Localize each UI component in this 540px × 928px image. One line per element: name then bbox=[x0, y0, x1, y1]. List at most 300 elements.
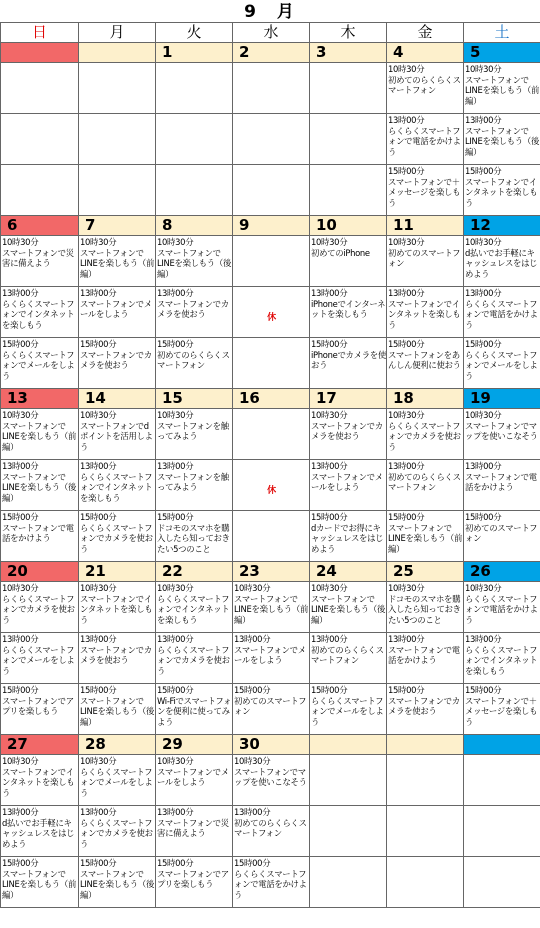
empty-session-cell bbox=[233, 236, 310, 287]
date-cell[interactable]: 5 bbox=[464, 43, 540, 63]
session-title: らくらくスマートフォンでメールをしよう bbox=[80, 766, 153, 798]
session-cell[interactable] bbox=[233, 633, 310, 684]
session-title: スマートフォンで＋メッセージを楽しもう bbox=[465, 695, 538, 727]
session-time: 15時00分 bbox=[2, 512, 39, 522]
empty-session-cell bbox=[156, 165, 233, 216]
session-title: スマートフォンでLINEを楽しもう（後編） bbox=[80, 695, 155, 727]
date-cell[interactable]: 15 bbox=[156, 389, 233, 409]
date-cell[interactable]: 4 bbox=[387, 43, 464, 63]
date-cell[interactable]: 21 bbox=[79, 562, 156, 582]
holiday-cell: 休 bbox=[233, 287, 310, 338]
date-cell[interactable]: 11 bbox=[387, 216, 464, 236]
weekday-thu: 木 bbox=[310, 23, 387, 43]
empty-session-cell bbox=[310, 806, 387, 857]
session-time: 10時30分 bbox=[2, 410, 39, 420]
session-time: 15時00分 bbox=[388, 512, 425, 522]
session-title: らくらくスマートフォンでインタネットを楽しもう bbox=[2, 298, 75, 330]
session-time: 15時00分 bbox=[465, 685, 502, 695]
session-cell[interactable] bbox=[310, 236, 387, 287]
session-time: 10時30分 bbox=[465, 583, 502, 593]
session-time: 13時00分 bbox=[465, 634, 502, 644]
session-cell[interactable] bbox=[387, 409, 464, 460]
weekday-header-row bbox=[1, 23, 540, 43]
session-time: 15時00分 bbox=[234, 858, 271, 868]
session-row bbox=[1, 857, 540, 908]
empty-session-cell bbox=[156, 114, 233, 165]
session-time: 13時00分 bbox=[465, 115, 502, 125]
session-title: スマートフォンでメールをしよう bbox=[80, 298, 152, 320]
session-cell[interactable] bbox=[1, 633, 79, 684]
session-cell[interactable] bbox=[464, 114, 540, 165]
session-cell[interactable] bbox=[464, 63, 540, 114]
date-cell[interactable]: 18 bbox=[387, 389, 464, 409]
session-title: スマートフォンでカメラを使おう bbox=[80, 349, 152, 371]
session-title: スマートフォンでカメラを使おう bbox=[311, 420, 383, 442]
session-cell[interactable] bbox=[464, 460, 540, 511]
session-time: 13時00分 bbox=[311, 461, 348, 471]
session-cell[interactable] bbox=[1, 460, 79, 511]
date-cell[interactable] bbox=[79, 43, 156, 63]
session-time: 10時30分 bbox=[311, 410, 348, 420]
session-cell[interactable] bbox=[79, 287, 156, 338]
date-cell[interactable]: 19 bbox=[464, 389, 540, 409]
session-title: dカードでお得にキャッシュレスをはじめよう bbox=[311, 522, 384, 554]
date-cell[interactable]: 16 bbox=[233, 389, 310, 409]
session-cell[interactable] bbox=[156, 857, 233, 908]
session-cell[interactable] bbox=[1, 287, 79, 338]
session-time: 15時00分 bbox=[311, 512, 348, 522]
session-title: スマートフォンで電話をかけよう bbox=[465, 471, 537, 493]
week-date-row bbox=[1, 43, 540, 63]
empty-session-cell bbox=[233, 338, 310, 389]
session-time: 15時00分 bbox=[157, 512, 194, 522]
session-time: 13時00分 bbox=[157, 288, 194, 298]
session-row bbox=[1, 460, 540, 511]
weekday-wed: 水 bbox=[233, 23, 310, 43]
session-title: らくらくスマートフォンでカメラを使おう bbox=[2, 593, 75, 625]
session-cell[interactable] bbox=[79, 236, 156, 287]
session-row bbox=[1, 114, 540, 165]
session-cell[interactable] bbox=[79, 755, 156, 806]
session-cell[interactable] bbox=[79, 857, 156, 908]
empty-session-cell bbox=[79, 63, 156, 114]
session-time: 15時00分 bbox=[465, 512, 502, 522]
session-title: d払いでお手軽にキャッシュレスをはじめよう bbox=[465, 247, 538, 279]
session-title: スマートフォンでマップを使いこなそう bbox=[234, 766, 307, 788]
session-cell[interactable] bbox=[387, 338, 464, 389]
session-cell[interactable] bbox=[387, 511, 464, 562]
date-cell[interactable] bbox=[464, 735, 540, 755]
session-time: 13時00分 bbox=[80, 288, 117, 298]
session-time: 15時00分 bbox=[80, 858, 117, 868]
session-cell[interactable] bbox=[1, 684, 79, 735]
session-time: 15時00分 bbox=[80, 339, 117, 349]
date-cell[interactable]: 25 bbox=[387, 562, 464, 582]
session-time: 10時30分 bbox=[157, 583, 194, 593]
session-time: 10時30分 bbox=[234, 583, 271, 593]
session-time: 10時30分 bbox=[465, 64, 502, 74]
empty-session-cell bbox=[233, 409, 310, 460]
session-title: らくらくスマートフォンでカメラを使おう bbox=[157, 644, 230, 676]
session-title: らくらくスマートフォンでメールをしよう bbox=[2, 349, 75, 381]
session-title: スマートフォンでLINEを楽しもう（前編） bbox=[2, 420, 77, 452]
session-time: 15時00分 bbox=[388, 166, 425, 176]
session-title: スマートフォンでカメラを使おう bbox=[157, 298, 229, 320]
session-time: 13時00分 bbox=[234, 807, 271, 817]
session-cell[interactable] bbox=[156, 236, 233, 287]
session-title: らくらくスマートフォンで電話をかけよう bbox=[465, 298, 538, 330]
session-time: 15時00分 bbox=[80, 512, 117, 522]
date-cell[interactable]: 22 bbox=[156, 562, 233, 582]
session-cell[interactable] bbox=[387, 633, 464, 684]
session-title: スマートフォンでメールをしよう bbox=[234, 644, 306, 666]
date-cell[interactable]: 10 bbox=[310, 216, 387, 236]
empty-session-cell bbox=[310, 114, 387, 165]
session-time: 15時00分 bbox=[2, 685, 39, 695]
session-title: らくらくスマートフォンでカメラを使おう bbox=[80, 817, 153, 849]
session-cell[interactable] bbox=[233, 755, 310, 806]
session-cell[interactable] bbox=[156, 684, 233, 735]
session-title: スマートフォンで＋メッセージを楽しもう bbox=[388, 176, 461, 208]
session-row bbox=[1, 755, 540, 806]
empty-session-cell bbox=[387, 806, 464, 857]
session-time: 15時00分 bbox=[157, 858, 194, 868]
session-cell[interactable] bbox=[79, 633, 156, 684]
session-title: スマートフォンで電話をかけよう bbox=[388, 644, 460, 666]
session-title: ドコモのスマホを購入したら知っておきたい5つのこと bbox=[388, 593, 461, 625]
session-time: 13時00分 bbox=[2, 288, 39, 298]
session-time: 10時30分 bbox=[388, 410, 425, 420]
session-title: 初めてのらくらくスマートフォン bbox=[388, 471, 461, 493]
session-title: 初めてのらくらくスマートフォン bbox=[311, 644, 384, 666]
empty-session-cell bbox=[156, 63, 233, 114]
session-cell[interactable] bbox=[233, 857, 310, 908]
session-cell[interactable] bbox=[464, 287, 540, 338]
session-time: 10時30分 bbox=[80, 410, 117, 420]
session-time: 10時30分 bbox=[388, 237, 425, 247]
session-cell[interactable] bbox=[464, 582, 540, 633]
session-time: 13時00分 bbox=[2, 461, 39, 471]
session-row bbox=[1, 806, 540, 857]
date-cell[interactable] bbox=[310, 735, 387, 755]
date-cell[interactable]: 7 bbox=[79, 216, 156, 236]
session-time: 13時00分 bbox=[465, 288, 502, 298]
session-cell[interactable] bbox=[464, 633, 540, 684]
session-cell[interactable] bbox=[310, 338, 387, 389]
date-cell[interactable]: 29 bbox=[156, 735, 233, 755]
date-cell[interactable]: 20 bbox=[1, 562, 79, 582]
session-cell[interactable] bbox=[310, 582, 387, 633]
session-title: スマートフォンでLINEを楽しもう（前編） bbox=[2, 868, 77, 900]
session-cell[interactable] bbox=[156, 582, 233, 633]
date-cell[interactable]: 9 bbox=[233, 216, 310, 236]
session-cell[interactable] bbox=[233, 806, 310, 857]
session-cell[interactable] bbox=[464, 236, 540, 287]
session-title: らくらくスマートフォンでインタネットを楽しもう bbox=[80, 471, 153, 503]
session-row bbox=[1, 684, 540, 735]
session-cell[interactable] bbox=[79, 409, 156, 460]
date-cell[interactable]: 12 bbox=[464, 216, 540, 236]
weekday-fri: 金 bbox=[387, 23, 464, 43]
empty-session-cell bbox=[233, 63, 310, 114]
session-cell[interactable] bbox=[310, 684, 387, 735]
empty-session-cell bbox=[387, 755, 464, 806]
session-title: 初めてのスマートフォン bbox=[388, 247, 461, 269]
session-title: スマートフォンでLINEを楽しもう（後編） bbox=[80, 868, 155, 900]
session-cell[interactable] bbox=[387, 63, 464, 114]
session-cell[interactable] bbox=[79, 338, 156, 389]
session-cell[interactable] bbox=[464, 684, 540, 735]
session-time: 13時00分 bbox=[157, 807, 194, 817]
empty-session-cell bbox=[310, 857, 387, 908]
session-time: 15時00分 bbox=[311, 339, 348, 349]
session-title: スマートフォンでLINEを楽しもう（後編） bbox=[465, 125, 540, 157]
session-time: 10時30分 bbox=[157, 756, 194, 766]
date-cell[interactable] bbox=[387, 735, 464, 755]
session-cell[interactable] bbox=[233, 582, 310, 633]
session-time: 10時30分 bbox=[80, 583, 117, 593]
weekday-sun: 日 bbox=[1, 23, 79, 43]
session-cell[interactable] bbox=[310, 511, 387, 562]
session-cell[interactable] bbox=[79, 460, 156, 511]
session-title: らくらくスマートフォンでインタネットを楽しもう bbox=[157, 593, 230, 625]
session-title: スマートフォンでカメラを使おう bbox=[80, 644, 152, 666]
session-cell[interactable] bbox=[1, 511, 79, 562]
session-cell[interactable] bbox=[310, 460, 387, 511]
session-row bbox=[1, 633, 540, 684]
session-cell[interactable] bbox=[464, 338, 540, 389]
session-cell[interactable] bbox=[310, 409, 387, 460]
session-title: ドコモのスマホを購入したら知っておきたい5つのこと bbox=[157, 522, 230, 554]
session-cell[interactable] bbox=[464, 511, 540, 562]
week-date-row bbox=[1, 216, 540, 236]
session-time: 10時30分 bbox=[2, 583, 39, 593]
session-cell[interactable] bbox=[79, 684, 156, 735]
session-row bbox=[1, 338, 540, 389]
session-title: らくらくスマートフォンでメールをしよう bbox=[2, 644, 75, 676]
session-time: 13時00分 bbox=[311, 634, 348, 644]
session-time: 10時30分 bbox=[157, 237, 194, 247]
session-title: らくらくスマートフォンでカメラを使おう bbox=[80, 522, 153, 554]
session-time: 13時00分 bbox=[80, 634, 117, 644]
session-cell[interactable] bbox=[233, 684, 310, 735]
empty-session-cell bbox=[233, 114, 310, 165]
session-row bbox=[1, 287, 540, 338]
session-cell[interactable] bbox=[387, 114, 464, 165]
session-time: 13時00分 bbox=[234, 634, 271, 644]
session-time: 15時00分 bbox=[80, 685, 117, 695]
session-cell[interactable] bbox=[387, 684, 464, 735]
session-title: iPhoneでカメラを使おう bbox=[311, 349, 386, 371]
date-cell[interactable]: 23 bbox=[233, 562, 310, 582]
empty-session-cell bbox=[1, 165, 79, 216]
session-title: スマートフォンでマップを使いこなそう bbox=[465, 420, 538, 442]
session-title: らくらくスマートフォンで電話をかけよう bbox=[234, 868, 307, 900]
date-cell[interactable]: 2 bbox=[233, 43, 310, 63]
calendar-title: 9 月 bbox=[244, 2, 296, 22]
weekday-sat: 土 bbox=[464, 23, 540, 43]
session-time: 15時00分 bbox=[2, 858, 39, 868]
date-cell[interactable]: 3 bbox=[310, 43, 387, 63]
empty-session-cell bbox=[79, 114, 156, 165]
session-cell[interactable] bbox=[1, 338, 79, 389]
session-title: スマートフォンでLINEを楽しもう（前編） bbox=[234, 593, 309, 625]
session-time: 13時00分 bbox=[157, 461, 194, 471]
empty-session-cell bbox=[310, 63, 387, 114]
session-title: スマートフォンでLINEを楽しもう（後編） bbox=[2, 471, 77, 503]
session-cell[interactable] bbox=[79, 511, 156, 562]
session-cell[interactable] bbox=[1, 806, 79, 857]
empty-session-cell bbox=[1, 114, 79, 165]
session-cell[interactable] bbox=[387, 460, 464, 511]
session-row bbox=[1, 165, 540, 216]
date-cell[interactable]: 8 bbox=[156, 216, 233, 236]
session-title: らくらくスマートフォンでメールをしよう bbox=[465, 349, 538, 381]
empty-session-cell bbox=[1, 63, 79, 114]
session-title: スマートフォンでインタネットを楽しもう bbox=[2, 766, 75, 798]
session-time: 10時30分 bbox=[311, 583, 348, 593]
session-title: スマートフォンを触ってみよう bbox=[157, 471, 229, 493]
session-cell[interactable] bbox=[156, 633, 233, 684]
date-cell[interactable] bbox=[1, 43, 79, 63]
session-time: 15時00分 bbox=[311, 685, 348, 695]
session-cell[interactable] bbox=[1, 755, 79, 806]
session-time: 10時30分 bbox=[2, 237, 39, 247]
date-cell[interactable]: 17 bbox=[310, 389, 387, 409]
session-time: 13時00分 bbox=[311, 288, 348, 298]
session-row bbox=[1, 409, 540, 460]
session-time: 10時30分 bbox=[388, 583, 425, 593]
date-cell[interactable]: 6 bbox=[1, 216, 79, 236]
session-cell[interactable] bbox=[310, 287, 387, 338]
session-title: らくらくスマートフォンでカメラを使おう bbox=[388, 420, 461, 452]
session-cell[interactable] bbox=[464, 165, 540, 216]
weekday-tue: 火 bbox=[156, 23, 233, 43]
weekday-mon: 月 bbox=[79, 23, 156, 43]
monthly-schedule-table bbox=[0, 22, 540, 908]
session-cell[interactable] bbox=[310, 633, 387, 684]
session-row bbox=[1, 511, 540, 562]
session-title: スマートフォンでインタネットを楽しもう bbox=[80, 593, 153, 625]
session-time: 15時00分 bbox=[2, 339, 39, 349]
week-date-row bbox=[1, 389, 540, 409]
session-title: iPhoneでインターネットを楽しもう bbox=[311, 298, 386, 320]
session-cell[interactable] bbox=[464, 409, 540, 460]
session-row bbox=[1, 236, 540, 287]
session-cell[interactable] bbox=[79, 582, 156, 633]
session-title: スマートフォンでLINEを楽しもう（後編） bbox=[311, 593, 386, 625]
session-cell[interactable] bbox=[1, 409, 79, 460]
session-title: スマートフォンでメールをしよう bbox=[311, 471, 383, 493]
empty-session-cell bbox=[387, 857, 464, 908]
session-cell[interactable] bbox=[156, 338, 233, 389]
session-time: 15時00分 bbox=[157, 685, 194, 695]
session-title: 初めてのらくらくスマートフォン bbox=[234, 817, 307, 839]
session-title: スマートフォンを触ってみよう bbox=[157, 420, 229, 442]
date-cell[interactable]: 14 bbox=[79, 389, 156, 409]
session-cell[interactable] bbox=[156, 511, 233, 562]
session-title: 初めてのらくらくスマートフォン bbox=[388, 74, 461, 96]
session-time: 13時00分 bbox=[2, 807, 39, 817]
session-title: スマートフォンで災害に備えよう bbox=[2, 247, 74, 269]
session-time: 13時00分 bbox=[465, 461, 502, 471]
session-time: 13時00分 bbox=[2, 634, 39, 644]
session-title: スマートフォンをあんしん便利に使おう bbox=[388, 349, 461, 371]
session-cell[interactable] bbox=[156, 409, 233, 460]
session-cell[interactable] bbox=[387, 287, 464, 338]
date-cell[interactable]: 28 bbox=[79, 735, 156, 755]
session-title: 初めてのらくらくスマートフォン bbox=[157, 349, 230, 371]
date-cell[interactable]: 30 bbox=[233, 735, 310, 755]
empty-session-cell bbox=[310, 165, 387, 216]
session-title: スマートフォンでdポイントを活用しよう bbox=[80, 420, 153, 452]
session-title: らくらくスマートフォンで電話をかけよう bbox=[465, 593, 538, 625]
session-title: 初めてのスマートフォン bbox=[465, 522, 538, 544]
session-time: 13時00分 bbox=[157, 634, 194, 644]
session-cell[interactable] bbox=[387, 236, 464, 287]
session-time: 10時30分 bbox=[80, 756, 117, 766]
session-time: 15時00分 bbox=[388, 685, 425, 695]
session-time: 10時30分 bbox=[465, 237, 502, 247]
session-cell[interactable] bbox=[156, 806, 233, 857]
session-time: 10時30分 bbox=[234, 756, 271, 766]
date-cell[interactable]: 13 bbox=[1, 389, 79, 409]
session-cell[interactable] bbox=[1, 582, 79, 633]
session-time: 10時30分 bbox=[311, 237, 348, 247]
session-title: スマートフォンでLINEを楽しもう（後編） bbox=[157, 247, 232, 279]
session-cell[interactable] bbox=[1, 236, 79, 287]
session-time: 10時30分 bbox=[388, 64, 425, 74]
session-title: Wi-Fiでスマートフォンを便利に使ってみよう bbox=[157, 695, 232, 727]
empty-session-cell bbox=[233, 511, 310, 562]
session-time: 10時30分 bbox=[80, 237, 117, 247]
session-time: 10時30分 bbox=[2, 756, 39, 766]
session-time: 13時00分 bbox=[388, 634, 425, 644]
session-title: らくらくスマートフォンで電話をかけよう bbox=[388, 125, 461, 157]
session-title: スマートフォンで電話をかけよう bbox=[2, 522, 74, 544]
empty-session-cell bbox=[464, 857, 540, 908]
session-cell[interactable] bbox=[156, 755, 233, 806]
session-time: 13時00分 bbox=[80, 461, 117, 471]
week-date-row bbox=[1, 735, 540, 755]
session-row bbox=[1, 63, 540, 114]
session-cell[interactable] bbox=[156, 287, 233, 338]
session-time: 15時00分 bbox=[234, 685, 271, 695]
session-title: d払いでお手軽にキャッシュレスをはじめよう bbox=[2, 817, 75, 849]
session-title: スマートフォンでカメラを使おう bbox=[388, 695, 460, 717]
session-cell[interactable] bbox=[387, 582, 464, 633]
session-title: らくらくスマートフォンでメールをしよう bbox=[311, 695, 384, 727]
session-time: 13時00分 bbox=[388, 461, 425, 471]
session-time: 15時00分 bbox=[465, 339, 502, 349]
session-title: スマートフォンでアプリを楽しもう bbox=[2, 695, 74, 717]
session-title: スマートフォンでLINEを楽しもう（前編） bbox=[465, 74, 540, 106]
date-cell[interactable]: 26 bbox=[464, 562, 540, 582]
session-cell[interactable] bbox=[156, 460, 233, 511]
session-title: スマートフォンでメールをしよう bbox=[157, 766, 229, 788]
week-date-row bbox=[1, 562, 540, 582]
session-cell[interactable] bbox=[1, 857, 79, 908]
holiday-cell: 休 bbox=[233, 460, 310, 511]
session-cell[interactable] bbox=[387, 165, 464, 216]
session-title: スマートフォンで災害に備えよう bbox=[157, 817, 229, 839]
date-cell[interactable]: 27 bbox=[1, 735, 79, 755]
session-title: 初めてのiPhone bbox=[311, 247, 370, 258]
date-cell[interactable]: 24 bbox=[310, 562, 387, 582]
date-cell[interactable]: 1 bbox=[156, 43, 233, 63]
empty-session-cell bbox=[310, 755, 387, 806]
session-cell[interactable] bbox=[79, 806, 156, 857]
